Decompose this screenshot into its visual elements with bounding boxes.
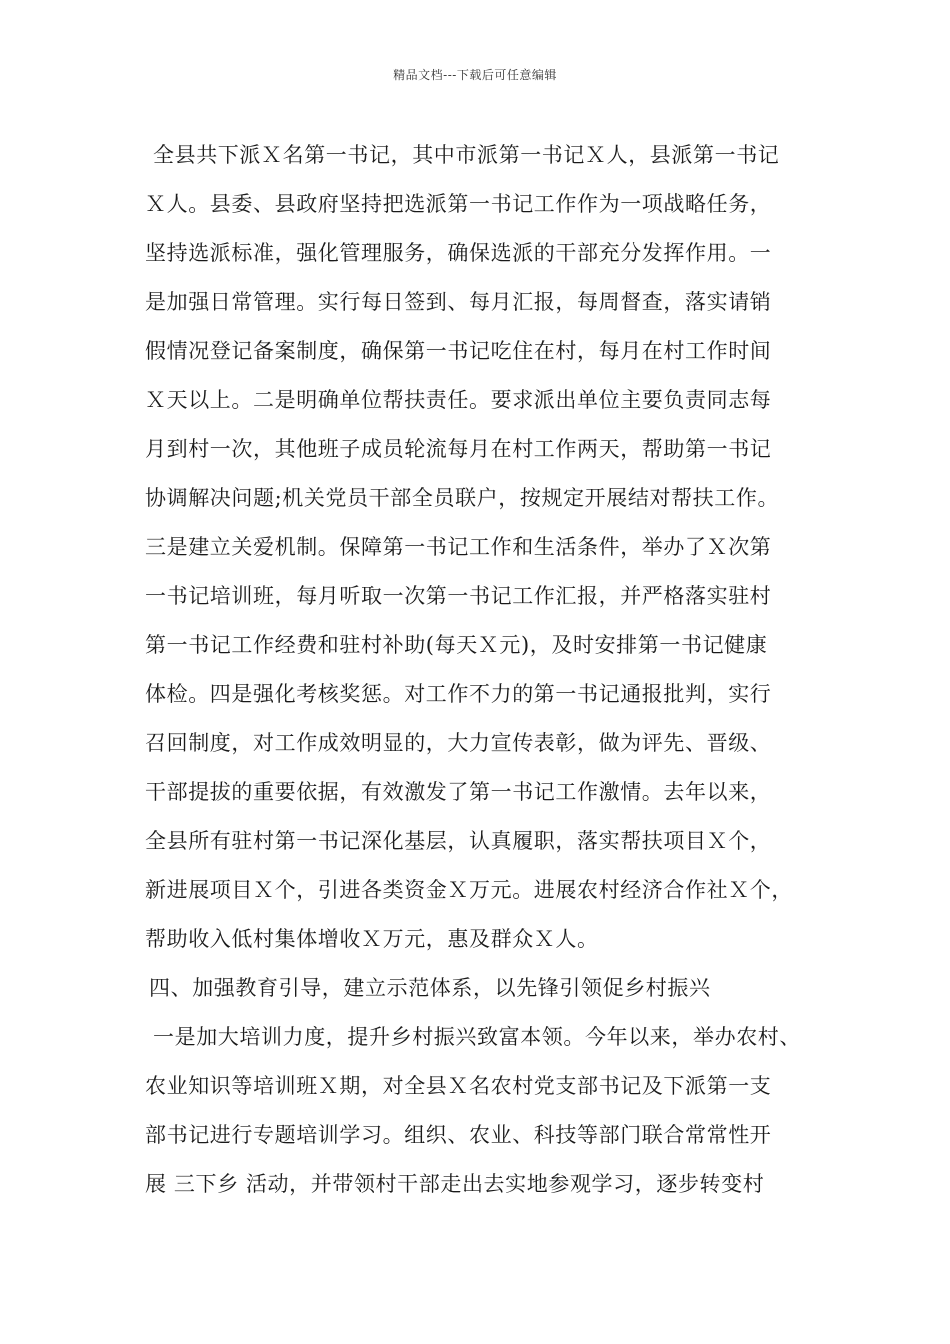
- text-line: 全县所有驻村第一书记深化基层，认真履职，落实帮扶项目Ｘ个，: [145, 829, 772, 853]
- text-line: 协调解决问题;机关党员干部全员联户，按规定开展结对帮扶工作。: [145, 486, 780, 510]
- text-line: 第一书记工作经费和驻村补助(每天Ｘ元)，及时安排第一书记健康: [145, 633, 768, 657]
- text-line: 展 三下乡 活动，并带领村干部走出去实地参观学习，逐步转变村: [145, 1172, 765, 1196]
- text-line: Ｘ人。县委、县政府坚持把选派第一书记工作作为一项战略任务，: [145, 192, 772, 216]
- text-line: 月到村一次，其他班子成员轮流每月在村工作两天，帮助第一书记: [145, 437, 772, 461]
- text-line: 一是加大培训力度，提升乡村振兴致富本领。今年以来，举办农村、: [153, 1025, 801, 1049]
- section-heading: 四、加强教育引导，建立示范体系，以先锋引领促乡村振兴: [149, 976, 711, 1000]
- text-line: 坚持选派标准，强化管理服务，确保选派的干部充分发挥作用。一: [145, 241, 772, 265]
- text-line: 召回制度，对工作成效明显的，大力宣传表彰，做为评先、晋级、: [145, 731, 772, 755]
- text-line: 三是建立关爱机制。保障第一书记工作和生活条件，举办了Ｘ次第: [145, 535, 772, 559]
- text-line: Ｘ天以上。二是明确单位帮扶责任。要求派出单位主要负责同志每: [145, 388, 772, 412]
- text-line: 一书记培训班，每月听取一次第一书记工作汇报，并严格落实驻村: [145, 584, 772, 608]
- text-line: 农业知识等培训班Ｘ期，对全县Ｘ名农村党支部书记及下派第一支: [145, 1074, 772, 1098]
- text-line: 新进展项目Ｘ个，引进各类资金Ｘ万元。进展农村经济合作社Ｘ个，: [145, 878, 793, 902]
- text-line: 体检。四是强化考核奖惩。对工作不力的第一书记通报批判，实行: [145, 682, 772, 706]
- text-line: 是加强日常管理。实行每日签到、每月汇报，每周督查，落实请销: [145, 290, 772, 314]
- page-header: 精品文档---下载后可任意编辑: [393, 68, 557, 82]
- document-body: [145, 131, 825, 1209]
- text-line: 干部提拔的重要依据，有效激发了第一书记工作激情。去年以来，: [145, 780, 772, 804]
- text-line: 全县共下派Ｘ名第一书记，其中市派第一书记Ｘ人，县派第一书记: [153, 143, 780, 167]
- text-line: 部书记进行专题培训学习。组织、农业、科技等部门联合常常性开: [145, 1123, 772, 1147]
- text-line: 假情况登记备案制度，确保第一书记吃住在村，每月在村工作时间: [145, 339, 772, 363]
- text-line: 帮助收入低村集体增收Ｘ万元，惠及群众Ｘ人。: [145, 927, 599, 951]
